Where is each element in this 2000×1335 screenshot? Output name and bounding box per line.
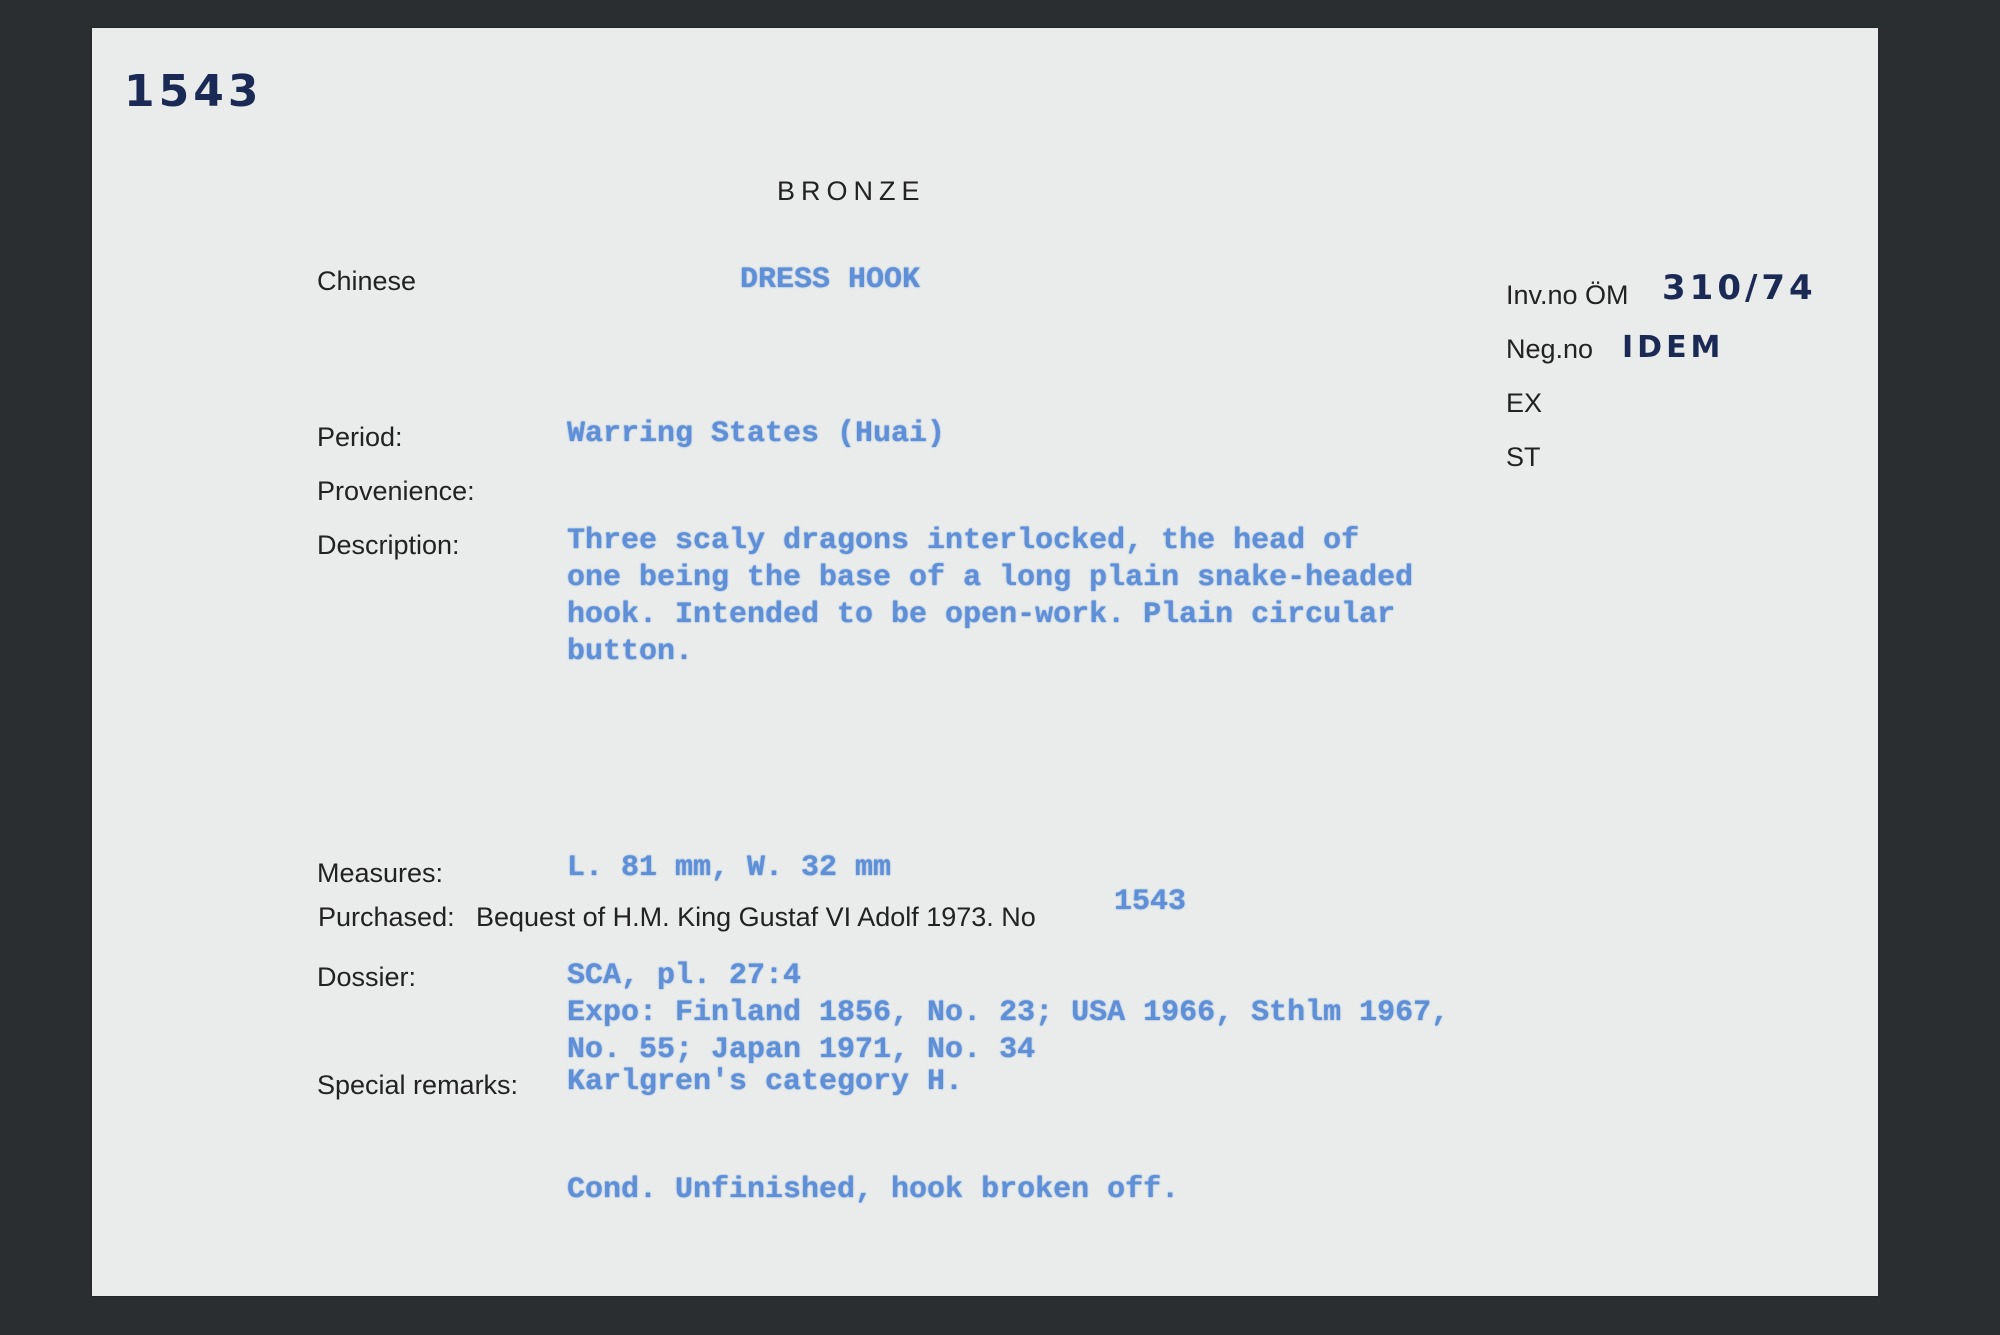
description-line: hook. Intended to be open-work. Plain circular: [567, 598, 1396, 632]
object-name: DRESS HOOK: [740, 263, 921, 297]
handwritten-catalogue-number: 1543: [124, 66, 263, 117]
neg-value: IDEM: [1622, 330, 1725, 365]
provenience-label: Provenience:: [317, 476, 475, 506]
card-title: BRONZE: [777, 176, 926, 206]
catalogue-card: [92, 28, 1878, 1296]
inv-value: 310/74: [1662, 268, 1817, 308]
neg-label: Neg.no: [1506, 334, 1594, 364]
description-line: one being the base of a long plain snake-headed: [567, 561, 1414, 595]
ex-label: EX: [1506, 388, 1543, 418]
measures-label: Measures:: [317, 858, 444, 888]
category-label: Chinese: [317, 266, 417, 296]
dossier-line: No. 55; Japan 1971, No. 34: [567, 1033, 1036, 1067]
special-remarks-value: Karlgren's category H.: [567, 1065, 964, 1099]
period-label: Period:: [317, 422, 403, 452]
purchased-number: 1543: [1114, 885, 1187, 919]
description-line: button.: [567, 635, 694, 669]
measures-value: L. 81 mm, W. 32 mm: [567, 851, 892, 885]
dossier-line: Expo: Finland 1856, No. 23; USA 1966, Sthlm 1967,: [567, 996, 1450, 1030]
description-line: Three scaly dragons interlocked, the head of: [567, 524, 1360, 558]
purchased-label: Purchased:: [318, 902, 455, 932]
st-label: ST: [1506, 442, 1541, 472]
period-value: Warring States (Huai): [567, 417, 946, 451]
special-remarks-label: Special remarks:: [317, 1070, 519, 1100]
dossier-line: SCA, pl. 27:4: [567, 959, 802, 993]
description-label: Description:: [317, 530, 460, 560]
condition-note: Cond. Unfinished, hook broken off.: [567, 1173, 1180, 1207]
purchased-value: Bequest of H.M. King Gustaf VI Adolf 1973. No: [476, 902, 1036, 932]
inv-label: Inv.no ÖM: [1506, 280, 1629, 310]
dossier-label: Dossier:: [317, 962, 417, 992]
